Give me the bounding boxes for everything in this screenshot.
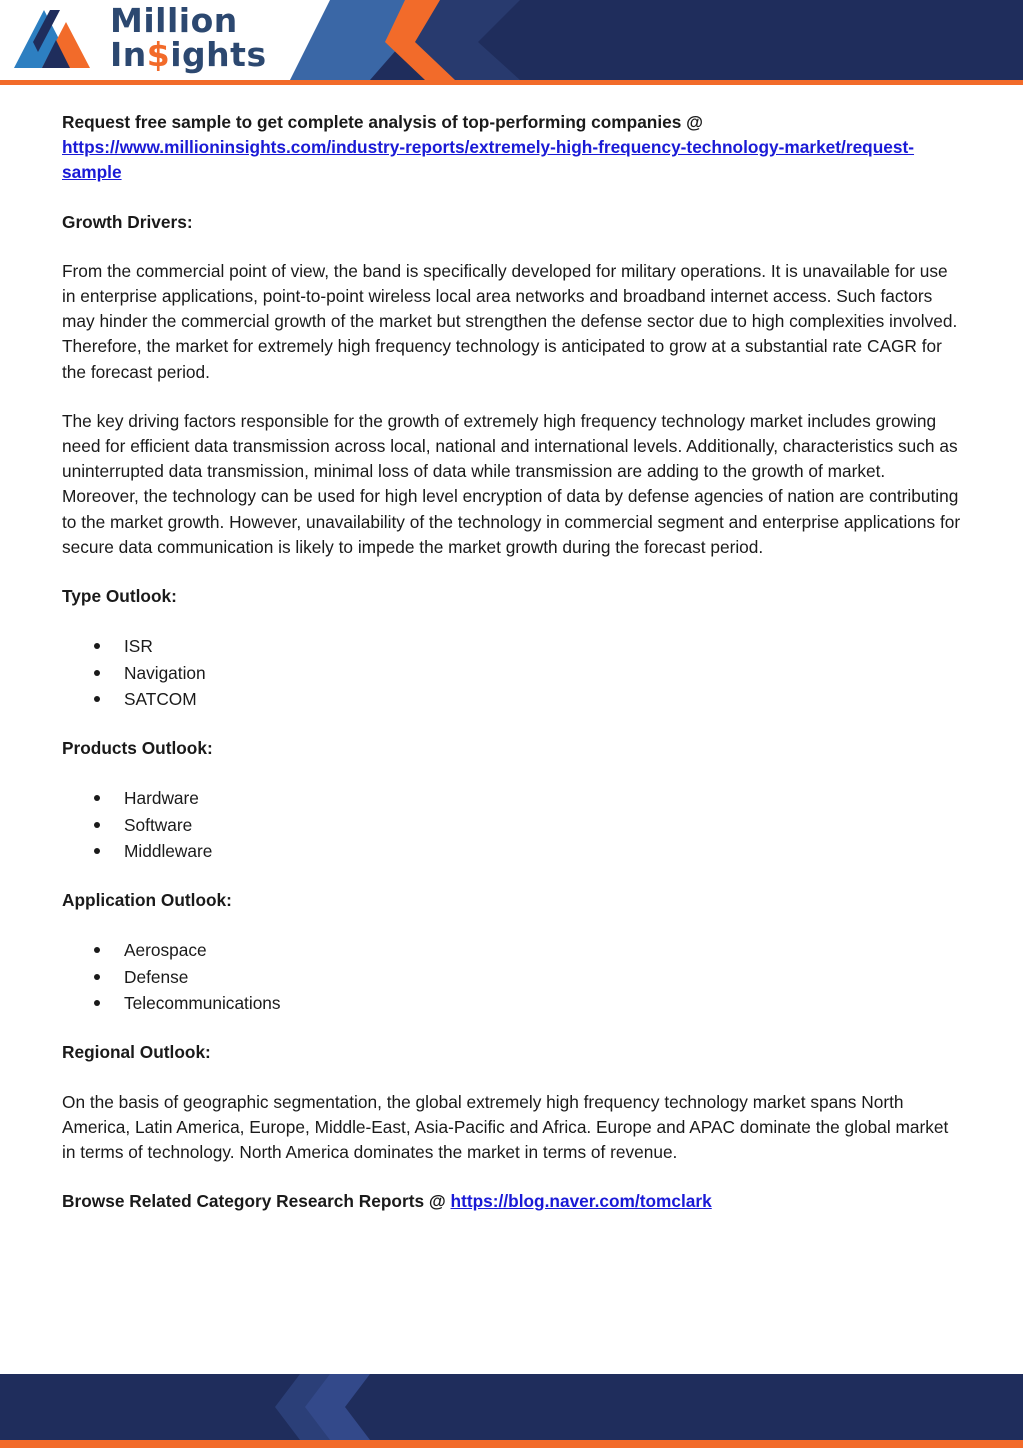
growth-paragraph-2: The key driving factors responsible for the growth of extremely high frequency technology market includes growing need for efficient data transmission across local, national and international levels. Additionally, characteristics such as uninterrupted data transmission, minimal loss of data while transmission are adding to the growth of market. Moreover, the technology can be used for high level encryption of data by defense agencies of nation are contributing to the market growth. However, unavailability of the technology in commercial segment and enterprise applications for secure data communication is likely to impede the market growth during the forecast period.	[62, 410, 961, 557]
products-outlook-list	[62, 785, 962, 864]
list-item: Middleware	[124, 838, 962, 864]
list-item: Software	[124, 812, 962, 838]
document-body	[62, 110, 962, 1238]
list-item: ISR	[124, 633, 962, 659]
list-item: Defense	[124, 964, 962, 990]
brand-dollar-glyph: $	[146, 35, 171, 74]
related-reports-link[interactable]: https://blog.naver.com/tomclark	[450, 1191, 712, 1212]
list-item: SATCOM	[124, 686, 962, 712]
list-item: Hardware	[124, 785, 962, 811]
application-outlook-list	[62, 937, 962, 1016]
brand-logo-text	[110, 1, 267, 74]
brand-name-line2	[110, 35, 267, 74]
brand-name-line1: Million	[110, 1, 238, 40]
type-outlook-heading: Type Outlook:	[62, 586, 177, 607]
products-outlook-heading: Products Outlook:	[62, 738, 213, 759]
header-banner	[0, 0, 1023, 86]
footer-graphic	[0, 1374, 1023, 1448]
related-reports	[62, 1189, 962, 1214]
brand-name-suffix: ights	[170, 35, 267, 74]
list-item: Aerospace	[124, 937, 962, 963]
regional-outlook-heading: Regional Outlook:	[62, 1042, 211, 1063]
application-outlook-heading: Application Outlook:	[62, 890, 232, 911]
type-outlook-list	[62, 633, 962, 712]
list-item: Telecommunications	[124, 990, 962, 1016]
growth-drivers-heading: Growth Drivers:	[62, 211, 193, 232]
regional-paragraph: On the basis of geographic segmentation, the global extremely high frequency technology market spans North America, Latin America, Europe, Middle-East, Asia-Pacific and Africa. Europe and APAC dominate the global market in terms of technology. North America dominates the market in terms of revenue.	[62, 1091, 949, 1162]
footer-banner	[0, 1374, 1023, 1448]
list-item: Navigation	[124, 660, 962, 686]
brand-name-prefix: In	[110, 35, 147, 74]
growth-paragraph-1: From the commercial point of view, the band is specifically developed for military operations. It is unavailable for use in enterprise applications, point-to-point wireless local area networks and broadband internet access. Such factors may hinder the commercial growth of the market but strengthen the defense sector due to high complexities involved. Therefore, the market for extremely high frequency technology is anticipated to grow at a substantial rate CAGR for the forecast period.	[62, 260, 958, 382]
sample-request-lead: Request free sample to get complete analysis of top-performing companies @	[62, 112, 704, 132]
sample-request-link[interactable]: https://www.millioninsights.com/industry-reports/extremely-high-frequency-technology-market/request-sample	[62, 137, 915, 183]
related-reports-lead: Browse Related Category Research Reports @	[62, 1191, 446, 1212]
sample-request	[62, 110, 962, 186]
